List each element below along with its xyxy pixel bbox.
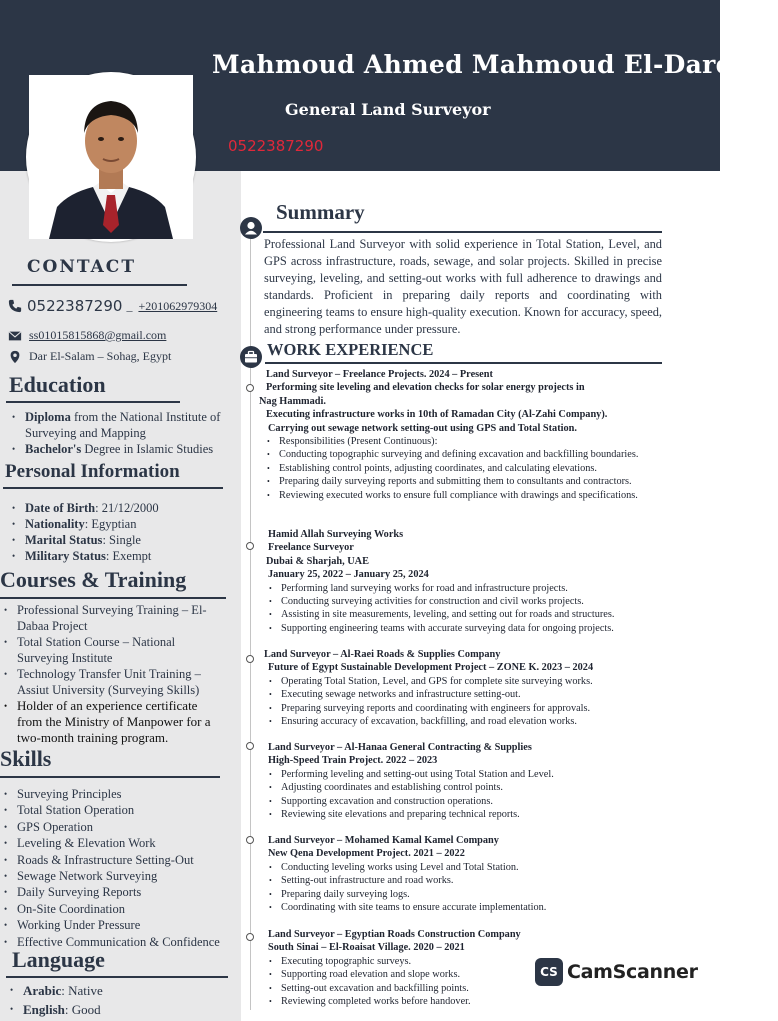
job-entry <box>268 741 692 821</box>
job-bullet: • Supporting engineering teams with accurate surveying data for ongoing projects. <box>268 622 692 635</box>
language-list <box>6 981 231 1019</box>
job-bullet: • Supporting excavation and construction operations. <box>268 795 692 808</box>
job-bullet: • Performing leveling and setting-out using Total Station and Level. <box>268 768 692 781</box>
course-item: • Total Station Course – National Surveying Institute <box>0 634 222 666</box>
education-heading: Education <box>9 372 106 397</box>
camscanner-watermark <box>535 958 698 986</box>
personal-info-item: • Nationality: Egyptian <box>8 516 233 532</box>
contact-address: Dar El-Salam – Sohag, Egypt <box>29 349 172 363</box>
skill-item: • Sewage Network Surveying <box>0 868 238 884</box>
language-item: • Arabic: Native <box>6 981 231 1000</box>
job-bullet: • Adjusting coordinates and establishing control points. <box>268 781 692 794</box>
job-bullet: • Reviewing executed works to ensure full compliance with drawings and specifications. <box>266 489 691 502</box>
job-bullets <box>268 861 692 915</box>
personal-info-item: • Military Status: Exempt <box>8 548 233 564</box>
contact-email-row <box>8 328 166 343</box>
skill-item: • On-Site Coordination <box>0 901 238 917</box>
job-line: South Sinai – El-Roaisat Village. 2020 – 2021 <box>268 942 465 954</box>
timeline-dot <box>246 655 254 663</box>
courses-divider <box>0 597 226 599</box>
skills-list <box>0 786 238 950</box>
job-bullets <box>268 768 692 822</box>
personal-info-divider <box>3 487 223 489</box>
job-bullet: • Reviewing site elevations and preparing technical reports. <box>268 808 692 821</box>
education-list <box>8 409 233 457</box>
job-line: Land Surveyor – Mohamed Kamal Kamel Company <box>268 835 499 846</box>
job-line: Future of Egypt Sustainable Development Project – ZONE K. 2023 – 2024 <box>268 662 594 674</box>
envelope-icon <box>8 329 22 343</box>
job-line: Nag Hammadi. <box>259 395 326 407</box>
job-line: Land Surveyor – Al-Raei Roads & Supplies Company <box>264 649 501 660</box>
job-bullet: • Conducting leveling works using Level and Total Station. <box>268 861 692 874</box>
summary-divider <box>263 231 662 233</box>
header-phone: 0522387290 <box>228 137 324 155</box>
skill-item: • Daily Surveying Reports <box>0 884 238 900</box>
skills-heading: Skills <box>0 746 52 771</box>
timeline-dot <box>246 933 254 941</box>
person-icon <box>240 217 262 239</box>
job-line: Land Surveyor – Freelance Projects. 2024 – Present <box>266 369 493 380</box>
contact-email[interactable]: ss01015815868@gmail.com <box>29 328 167 342</box>
job-line: High-Speed Train Project. 2022 – 2023 <box>268 755 438 767</box>
timeline-dot <box>246 836 254 844</box>
job-bullets <box>264 675 692 729</box>
contact-phone-2[interactable]: +201062979304 <box>138 298 218 313</box>
timeline-dot <box>246 542 254 550</box>
job-bullet: • Executing topographic surveys. <box>268 955 692 968</box>
job-line: Land Surveyor – Egyptian Roads Construction Company <box>268 929 521 940</box>
job-title: General Land Surveyor <box>285 100 491 119</box>
job-bullet: • Preparing daily surveying logs. <box>268 888 692 901</box>
skill-item: • Surveying Principles <box>0 786 238 802</box>
personal-info-list <box>8 500 233 564</box>
skills-divider <box>0 776 220 778</box>
job-line: Performing site leveling and elevation checks for solar energy projects in <box>266 382 585 394</box>
job-bullet: • Operating Total Station, Level, and GPS for complete site surveying works. <box>268 675 692 688</box>
job-bullet: • Supporting road elevation and slope works. <box>268 968 692 981</box>
contact-heading: CONTACT <box>27 257 136 277</box>
profile-photo <box>26 72 196 242</box>
timeline-dot <box>246 384 254 392</box>
job-bullets <box>268 582 692 636</box>
skill-item: • Working Under Pressure <box>0 917 238 933</box>
education-item: • Diploma from the National Institute of Surveying and Mapping <box>8 409 233 441</box>
job-bullet: • Ensuring accuracy of excavation, backfilling, and road elevation works. <box>268 715 692 728</box>
skill-item: • Roads & Infrastructure Setting-Out <box>0 852 238 868</box>
job-line: Dubai & Sharjah, UAE <box>266 555 369 567</box>
language-divider <box>6 976 228 978</box>
job-bullet: • Assisting in site measurements, leveling, and setting out for roads and structures. <box>268 608 692 621</box>
job-bullet: • Reviewing completed works before handover. <box>268 995 692 1008</box>
work-experience-divider <box>265 362 662 364</box>
phone-icon <box>8 299 22 313</box>
contact-divider <box>12 284 187 286</box>
contact-address-row <box>8 349 171 364</box>
camscanner-text: CamScanner <box>567 961 698 983</box>
job-bullet: • Executing sewage networks and infrastructure setting-out. <box>268 688 692 701</box>
job-bullet: • Establishing control points, adjusting coordinates, and calculating elevations. <box>266 462 691 475</box>
candidate-name: Mahmoud Ahmed Mahmoud El-Dardery <box>212 50 778 79</box>
courses-list <box>0 602 222 746</box>
location-pin-icon <box>8 350 22 364</box>
job-line: January 25, 2022 – January 25, 2024 <box>268 569 429 581</box>
job-bullet: • Preparing surveying reports and coordinating with engineers for approvals. <box>268 702 692 715</box>
job-bullet: • Preparing daily surveying reports and submitting them to consultants and contractors. <box>266 475 691 488</box>
job-bullet: • Coordinating with site teams to ensure accurate implementation. <box>268 901 692 914</box>
personal-info-heading: Personal Information <box>5 461 180 482</box>
skill-item: • Total Station Operation <box>0 802 238 818</box>
education-item: • Bachelor's Degree in Islamic Studies <box>8 441 233 457</box>
timeline-dot <box>246 742 254 750</box>
job-line: New Qena Development Project. 2021 – 2022 <box>268 848 465 860</box>
personal-info-item: • Date of Birth: 21/12/2000 <box>8 500 233 516</box>
job-line: Land Surveyor – Al-Hanaa General Contracting & Supplies <box>268 742 532 753</box>
skill-item: • GPS Operation <box>0 819 238 835</box>
job-entry <box>259 368 691 502</box>
job-bullet: • Conducting surveying activities for construction and civil works projects. <box>268 595 692 608</box>
course-item: • Professional Surveying Training – El-Dabaa Project <box>0 602 222 634</box>
language-item: • English: Good <box>6 1000 231 1019</box>
summary-text: Professional Land Surveyor with solid experience in Total Station, Level, and GPS across infrastructure, roads, sewage, and solar projects. Skilled in precise surveying, leveling, and setting-out works with full adherence to drawings and standards. Proficient in preparing daily reports and coordinating with engineering teams to ensure high-quality execution. Known for accuracy, speed, and strong performance under pressure. <box>264 237 662 336</box>
briefcase-icon <box>240 346 262 368</box>
education-divider <box>6 401 180 403</box>
job-entry <box>268 528 692 635</box>
job-bullet: • Setting-out infrastructure and road works. <box>268 874 692 887</box>
camscanner-logo-icon: CS <box>535 958 563 986</box>
job-line: Executing infrastructure works in 10th of Ramadan City (Al-Zahi Company). <box>266 409 608 421</box>
summary-heading: Summary <box>276 200 365 224</box>
job-entry <box>264 648 692 728</box>
personal-info-item: • Marital Status: Single <box>8 532 233 548</box>
job-bullet: • Conducting topographic surveying and defining excavation and backfilling boundaries. <box>266 448 691 461</box>
contact-phone-row: 0522387290 _ +201062979304 <box>8 297 217 315</box>
job-entry <box>268 834 692 914</box>
course-item: • Holder of an experience certificate from the Ministry of Manpower for a two-month training program. <box>0 698 222 746</box>
work-experience-heading: WORK EXPERIENCE <box>267 340 434 359</box>
job-line: Freelance Surveyor <box>268 542 354 554</box>
job-bullet: • Performing land surveying works for road and infrastructure projects. <box>268 582 692 595</box>
job-line: Carrying out sewage network setting-out using GPS and Total Station. <box>268 422 577 434</box>
contact-phone-1[interactable]: 0522387290 <box>27 297 123 315</box>
course-item: • Technology Transfer Unit Training – Assiut University (Surveying Skills) <box>0 666 222 698</box>
language-heading: Language <box>12 947 105 972</box>
job-bullet: • Setting-out excavation and backfilling points. <box>268 982 692 995</box>
job-bullet: • Responsibilities (Present Continuous): <box>266 435 691 448</box>
skill-item: • Effective Communication & Confidence <box>0 934 238 950</box>
job-bullets <box>259 435 691 502</box>
job-line: Hamid Allah Surveying Works <box>268 529 404 540</box>
skill-item: • Leveling & Elevation Work <box>0 835 238 851</box>
courses-heading: Courses & Training <box>0 567 187 592</box>
